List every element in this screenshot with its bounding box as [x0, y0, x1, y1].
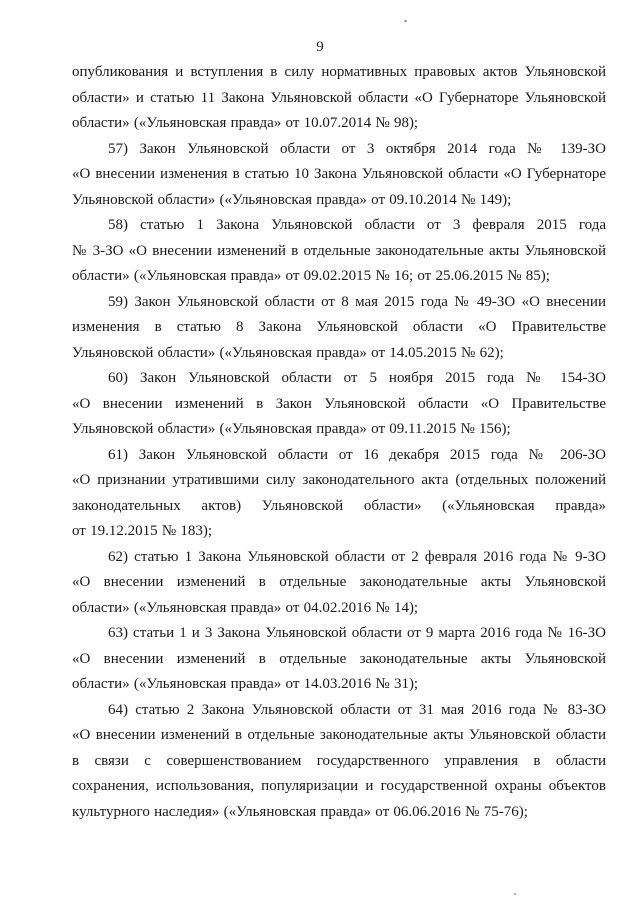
paragraph-item-63: [72, 621, 606, 698]
paragraph-item-64: [72, 698, 606, 826]
text-line: 59) Закон Ульяновской области от 8 мая 2015 года № 49-ЗО «О внесении: [108, 293, 606, 310]
text-line: области» и статью 11 Закона Ульяновской области «О Губернаторе Ульяновской: [72, 89, 606, 106]
text-line: «О внесении изменений в отдельные законодательные акты Ульяновской: [72, 574, 606, 590]
text-line: в связи с совершенствованием государственного управления в области: [72, 752, 606, 769]
page-number: 9: [316, 39, 324, 55]
text-line: сохранения, использования, популяризации и государственной охраны объектов: [72, 778, 606, 794]
text-line: области» («Ульяновская правда» от 14.03.2016 № 31);: [72, 676, 419, 692]
text-line: от 19.12.2015 № 183);: [72, 523, 213, 539]
scan-speck: [514, 893, 516, 895]
text-line: 64) статью 2 Закона Ульяновской области от 31 мая 2016 года № 83-ЗО: [108, 701, 606, 718]
scan-speck: [404, 20, 407, 22]
text-line: культурного наследия» («Ульяновская правда» от 06.06.2016 № 75-76);: [72, 803, 528, 820]
text-line: «О внесении изменений в отдельные законодательные акты Ульяновской: [72, 650, 606, 667]
text-line: Ульяновской области» («Ульяновская правда» от 09.11.2015 № 156);: [72, 421, 511, 437]
paragraph-item-59: [72, 290, 606, 367]
text-line: области» («Ульяновская правда» от 04.02.2016 № 14);: [72, 599, 419, 616]
document-body: [72, 60, 606, 825]
paragraph-continuation: [72, 60, 606, 137]
text-line: 58) статью 1 Закона Ульяновской области от 3 февраля 2015 года: [108, 217, 606, 233]
paragraph-item-58: [72, 213, 606, 290]
text-line: 57) Закон Ульяновской области от 3 октября 2014 года № 139-ЗО: [108, 140, 606, 157]
text-line: опубликования и вступления в силу нормативных правовых актов Ульяновской: [72, 64, 606, 80]
paragraph-item-62: [72, 545, 606, 622]
text-line: Ульяновской области» («Ульяновская правда» от 09.10.2014 № 149);: [72, 191, 512, 208]
text-line: законодательных актов) Ульяновской области» («Ульяновская правда»: [72, 497, 606, 514]
paragraph-item-60: [72, 366, 606, 443]
text-line: 63) статьи 1 и 3 Закона Ульяновской области от 9 марта 2016 года № 16-ЗО: [108, 625, 606, 641]
text-line: № 3-ЗО «О внесении изменений в отдельные законодательные акты Ульяновской: [72, 242, 606, 259]
text-line: 60) Закон Ульяновской области от 5 ноября 2015 года № 154-ЗО: [108, 370, 606, 386]
text-line: изменения в статью 8 Закона Ульяновской области «О Правительстве: [72, 319, 606, 335]
text-line: 61) Закон Ульяновской области от 16 декабря 2015 года № 206-ЗО: [108, 446, 606, 463]
text-line: «О внесении изменений в Закон Ульяновской области «О Правительстве: [72, 395, 606, 412]
text-line: области» («Ульяновская правда» от 09.02.2015 № 16; от 25.06.2015 № 85);: [72, 268, 550, 284]
paragraph-item-61: [72, 443, 606, 545]
text-line: Ульяновской области» («Ульяновская правда» от 14.05.2015 № 62);: [72, 344, 504, 361]
text-line: «О внесении изменения в статью 10 Закона Ульяновской области «О Губернаторе: [72, 166, 606, 182]
text-line: области» («Ульяновская правда» от 10.07.2014 № 98);: [72, 115, 419, 131]
paragraph-item-57: [72, 137, 606, 214]
text-line: «О признании утратившими силу законодательного акта (отдельных положений: [72, 472, 606, 488]
text-line: «О внесении изменений в отдельные законодательные акты Ульяновской области: [72, 727, 606, 743]
text-line: 62) статью 1 Закона Ульяновской области от 2 февраля 2016 года № 9-ЗО: [108, 548, 606, 565]
